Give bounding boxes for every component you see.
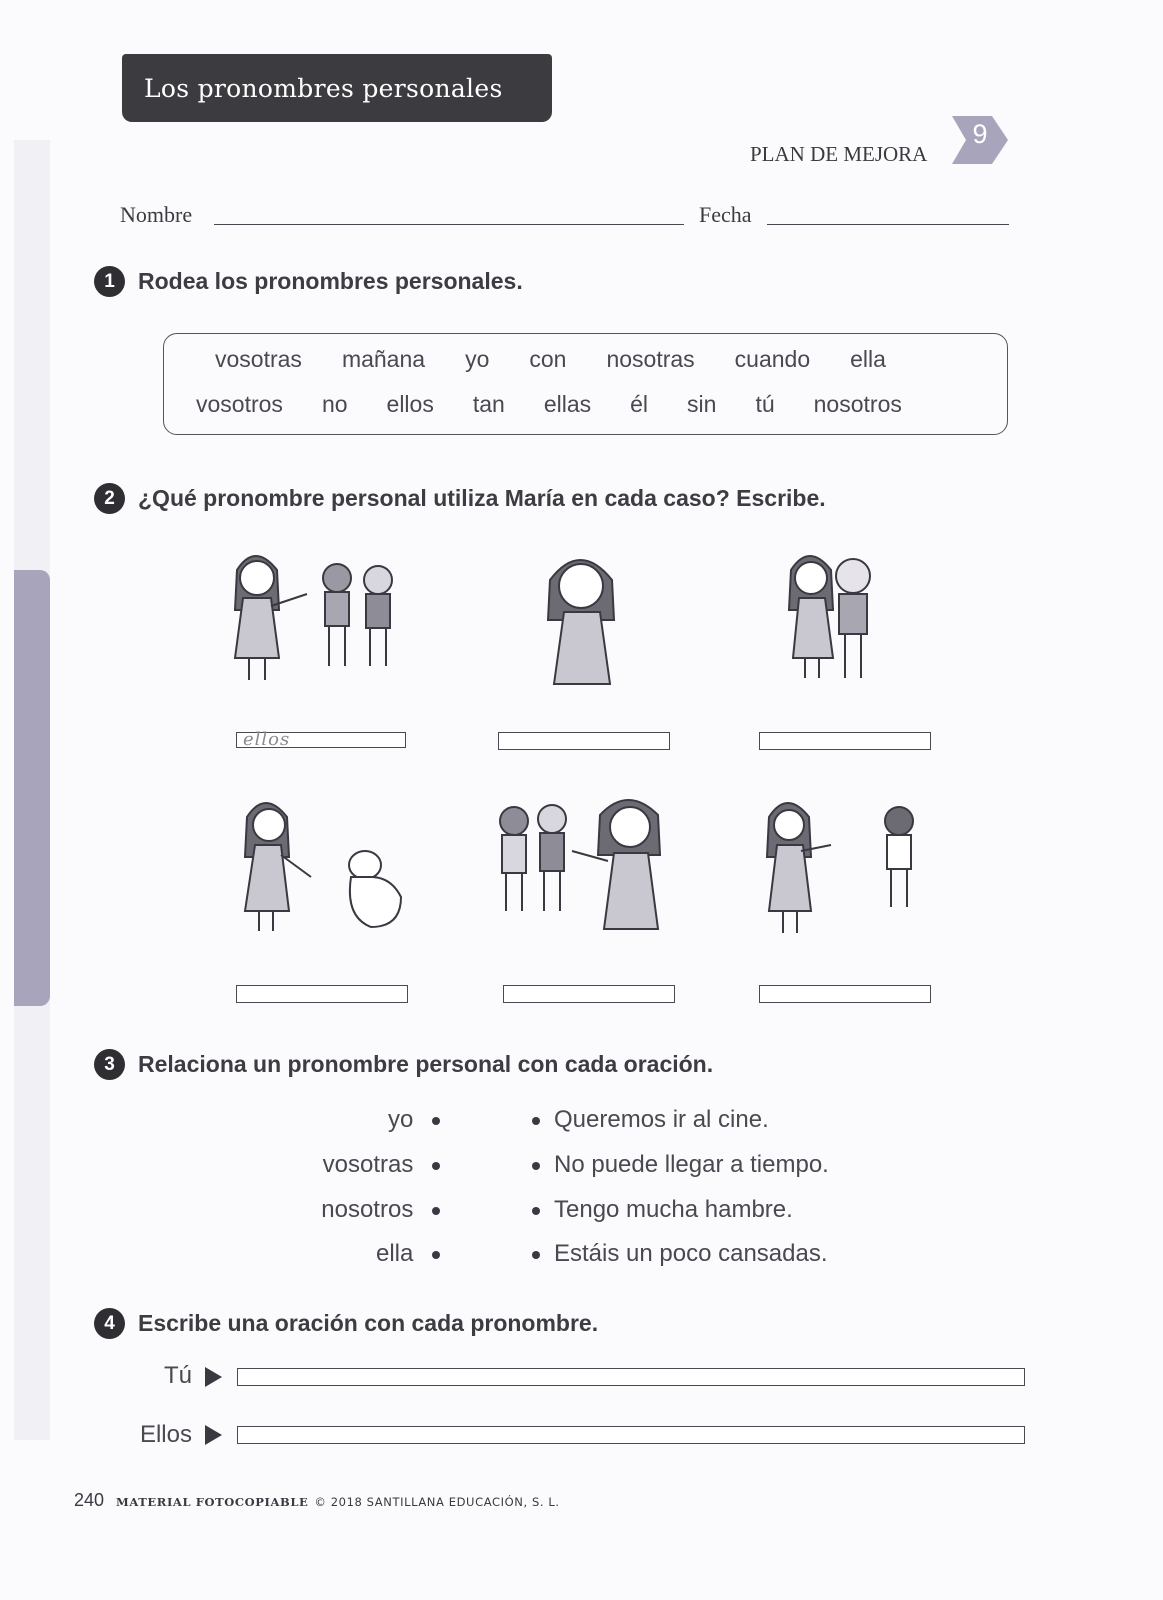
girl-maria-illustration bbox=[225, 795, 415, 955]
word-row-1 bbox=[215, 346, 886, 373]
girl-maria-illustration bbox=[765, 795, 955, 955]
sentence-text: Tengo mucha hambre. bbox=[554, 1196, 793, 1223]
pronoun-item bbox=[321, 1196, 440, 1224]
word[interactable]: ella bbox=[850, 346, 886, 372]
exercise-2-heading bbox=[94, 483, 826, 514]
answer-box[interactable] bbox=[759, 985, 931, 1003]
line-label: Ellos bbox=[139, 1421, 192, 1448]
word[interactable]: nosotros bbox=[813, 391, 902, 417]
word[interactable]: sin bbox=[687, 391, 717, 417]
exercise-instruction: Escribe una oración con cada pronombre. bbox=[138, 1310, 599, 1336]
match-dot[interactable] bbox=[432, 1251, 440, 1259]
children-illustration bbox=[490, 795, 680, 955]
arrow-right-icon bbox=[205, 1425, 222, 1445]
sentence-text: No puede llegar a tiempo. bbox=[554, 1151, 829, 1178]
sentence-item bbox=[532, 1196, 793, 1224]
sentence-item bbox=[532, 1151, 829, 1179]
pronoun-text: vosotras bbox=[322, 1151, 414, 1178]
nombre-field[interactable] bbox=[214, 224, 684, 225]
pronoun-item bbox=[388, 1106, 440, 1134]
exercise-4-heading bbox=[94, 1308, 598, 1339]
word[interactable]: yo bbox=[465, 346, 490, 372]
answer-box[interactable]: ellos bbox=[236, 732, 406, 748]
sentence-input[interactable] bbox=[237, 1426, 1025, 1444]
pronoun-item bbox=[323, 1151, 440, 1179]
fecha-label: Fecha bbox=[699, 202, 752, 227]
girl-maria-illustration bbox=[520, 540, 710, 700]
word[interactable]: nosotras bbox=[606, 346, 695, 372]
sentence-text: Estáis un poco cansadas. bbox=[554, 1240, 828, 1267]
dog-illustration bbox=[349, 851, 401, 927]
sentence-text: Queremos ir al cine. bbox=[554, 1106, 769, 1133]
girl-maria-illustration bbox=[783, 540, 973, 700]
exercise-instruction: Rodea los pronombres personales. bbox=[138, 268, 523, 294]
page-title: Los pronombres personales bbox=[144, 73, 503, 103]
exercise-number: 2 bbox=[94, 483, 125, 514]
match-dot[interactable] bbox=[532, 1251, 540, 1259]
pronoun-item bbox=[376, 1240, 440, 1268]
page-number: 240 bbox=[74, 1490, 105, 1510]
pronoun-text: nosotros bbox=[321, 1196, 414, 1223]
word[interactable]: no bbox=[321, 391, 348, 417]
answer-box[interactable] bbox=[759, 732, 931, 750]
match-dot[interactable] bbox=[432, 1162, 440, 1170]
title-bar bbox=[122, 54, 552, 122]
word[interactable]: vosotras bbox=[215, 346, 302, 372]
match-dot[interactable] bbox=[532, 1207, 540, 1215]
line-label: Tú bbox=[163, 1362, 192, 1389]
side-tab bbox=[14, 570, 50, 1006]
word[interactable]: cuando bbox=[734, 346, 811, 372]
exercise-number: 4 bbox=[94, 1308, 125, 1339]
word-row-2 bbox=[196, 391, 902, 418]
answer-box[interactable] bbox=[498, 732, 670, 750]
word[interactable]: mañana bbox=[341, 346, 426, 372]
sentence-item bbox=[532, 1240, 828, 1268]
match-dot[interactable] bbox=[432, 1207, 440, 1215]
copyright: © 2018 SANTILLANA EDUCACIÓN, S. L. bbox=[314, 1495, 560, 1509]
footer bbox=[74, 1490, 560, 1511]
word[interactable]: tan bbox=[472, 391, 505, 417]
word[interactable]: vosotros bbox=[196, 391, 283, 417]
match-dot[interactable] bbox=[532, 1162, 540, 1170]
exercise-1-heading bbox=[94, 266, 523, 297]
arrow-right-icon bbox=[205, 1367, 222, 1387]
sentence-input[interactable] bbox=[237, 1368, 1025, 1386]
sentence-item bbox=[532, 1106, 769, 1134]
girl-maria-illustration bbox=[215, 540, 405, 700]
word[interactable]: ellos bbox=[386, 391, 434, 417]
nombre-label: Nombre bbox=[120, 202, 193, 227]
word[interactable]: ellas bbox=[543, 391, 592, 417]
word[interactable]: él bbox=[630, 391, 649, 417]
exercise-instruction: Relaciona un pronombre personal con cada oración. bbox=[138, 1051, 714, 1077]
pronoun-text: ella bbox=[375, 1240, 414, 1267]
unit-number: 9 bbox=[972, 119, 988, 149]
fecha-field[interactable] bbox=[767, 224, 1009, 225]
plan-label: PLAN DE MEJORA bbox=[750, 142, 928, 166]
word[interactable]: con bbox=[529, 346, 567, 372]
pronoun-text: yo bbox=[387, 1106, 414, 1133]
material-label: MATERIAL FOTOCOPIABLE bbox=[116, 1495, 309, 1509]
exercise-number: 1 bbox=[94, 266, 125, 297]
exercise-instruction: ¿Qué pronombre personal utiliza María en cada caso? Escribe. bbox=[138, 485, 826, 511]
answer-box[interactable] bbox=[503, 985, 675, 1003]
exercise-3-heading bbox=[94, 1049, 713, 1080]
word[interactable]: tú bbox=[755, 391, 775, 417]
match-dot[interactable] bbox=[432, 1117, 440, 1125]
match-dot[interactable] bbox=[532, 1117, 540, 1125]
answer-box[interactable] bbox=[236, 985, 408, 1003]
exercise-number: 3 bbox=[94, 1049, 125, 1080]
